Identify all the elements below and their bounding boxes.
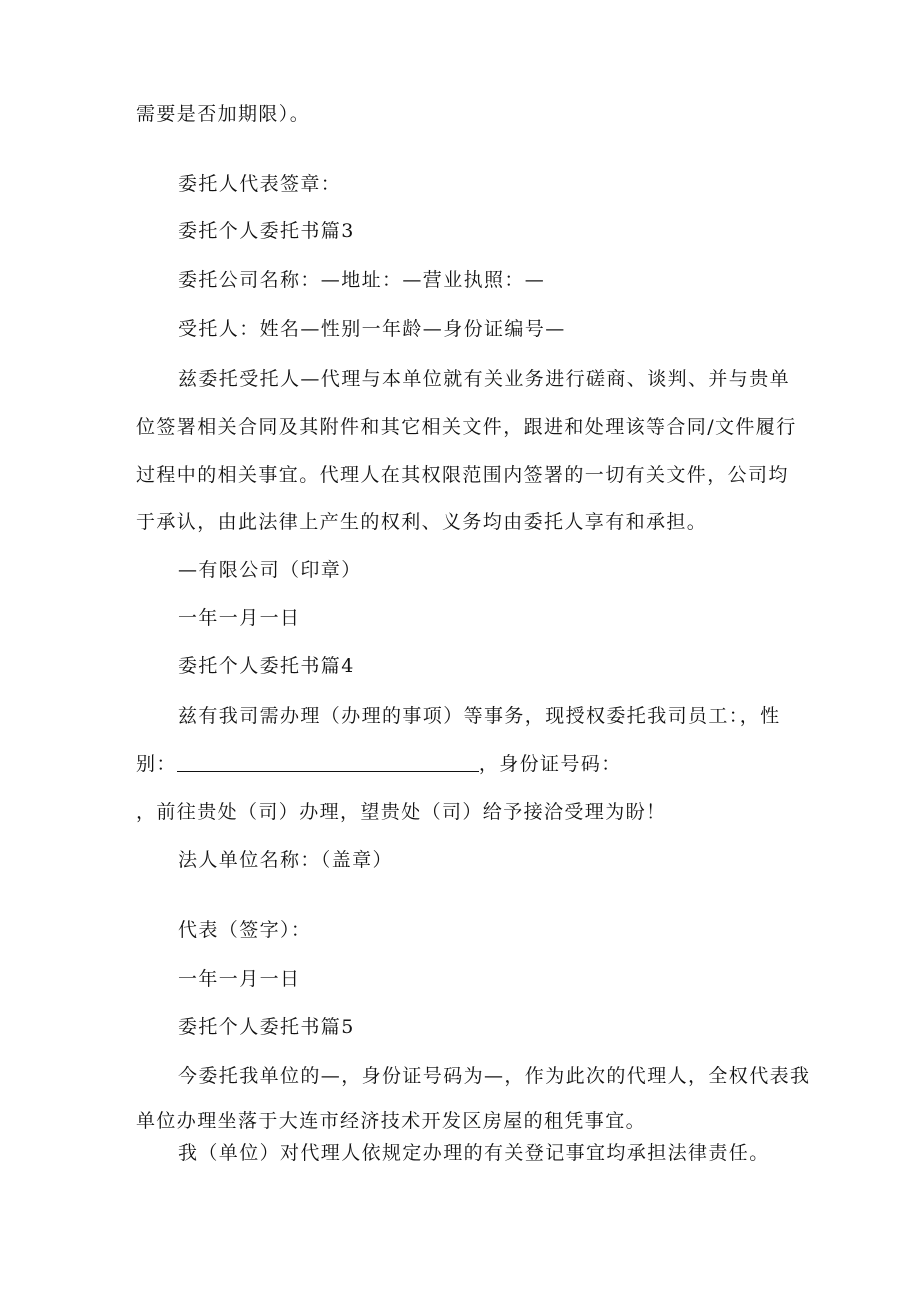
- gender-blank-underline: [177, 753, 479, 772]
- text-line-7: 位签署相关合同及其附件和其它相关文件，跟进和处理该等合同/文件履行: [136, 416, 797, 438]
- text-line-10: —有限公司（印章）: [178, 559, 362, 581]
- text-line-1: 需要是否加期限）。: [136, 103, 311, 125]
- text-line-16: 法人单位名称：（盖章）: [178, 849, 393, 871]
- text-line-5: 受托人：姓名—性别一年龄—身份证编号—: [178, 318, 566, 340]
- text-line-6: 兹委托受托人—代理与本单位就有关业务进行磋商、谈判、并与贵单: [178, 368, 791, 390]
- text-line-4: 委托公司名称：—地址：—营业执照：—: [178, 269, 546, 291]
- section-heading-3: 委托个人委托书篇3: [178, 220, 355, 242]
- text-line-8: 过程中的相关事宜。代理人在其权限范围内签署的一切有关文件，公司均: [136, 464, 789, 486]
- section-heading-5: 委托个人委托书篇5: [178, 1016, 355, 1038]
- text-line-2: 委托人代表签章：: [178, 173, 342, 195]
- text-line-15: ，前往贵处（司）办理，望贵处（司）给予接洽受理为盼！: [136, 801, 667, 823]
- section-heading-4: 委托个人委托书篇4: [178, 655, 355, 677]
- date-line-1: 一年一月一日: [178, 607, 301, 629]
- text-line-13: 兹有我司需办理（办理的事项）等事务，现授权委托我司员工：，性: [178, 705, 781, 727]
- text-line-20: 今委托我单位的—，身份证号码为—，作为此次的代理人，全权代表我: [178, 1065, 811, 1087]
- text-line-17: 代表（签字）：: [178, 919, 312, 941]
- date-line-2: 一年一月一日: [178, 968, 301, 990]
- text-line-14: [136, 752, 622, 776]
- text-line-22: 我（单位）对代理人依规定办理的有关登记事宜均承担法律责任。: [178, 1142, 770, 1164]
- id-number-label: ，身份证号码：: [478, 753, 622, 775]
- text-line-21: 单位办理坐落于大连市经济技术开发区房屋的租凭事宜。: [136, 1110, 647, 1132]
- text-line-9: 于承认，由此法律上产生的权利、义务均由委托人享有和承担。: [136, 511, 708, 533]
- gender-label: 别：: [136, 753, 177, 775]
